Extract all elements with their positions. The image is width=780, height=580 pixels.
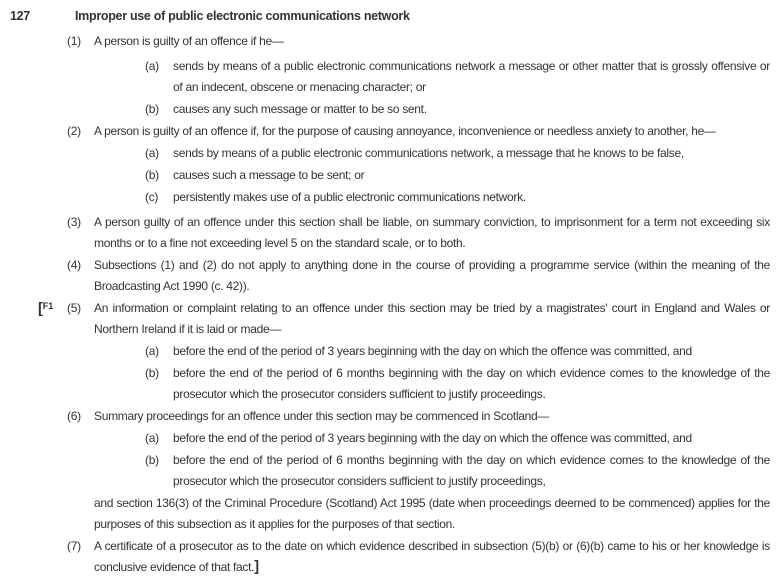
- paragraph-5a-letter: (a): [145, 344, 159, 358]
- subsection-5-number: [38, 298, 94, 340]
- subsection-3-text: A person guilty of an offence under this section shall be liable, on summary conviction, to imprisonment for a term not exceeding six months or to a fine not exceeding level 5 on the standard scale, or to both.: [94, 215, 770, 250]
- subsection-4-number: (4): [67, 258, 81, 272]
- amendment-close-bracket: ]: [254, 559, 259, 575]
- paragraph-2c: [145, 187, 770, 208]
- paragraph-6a-text: before the end of the period of 3 years beginning with the day on which the offence was committed, and: [173, 431, 692, 445]
- subsection-6-number: (6): [67, 409, 81, 423]
- paragraph-5b: [145, 363, 770, 405]
- section-heading-row: [10, 6, 770, 27]
- paragraph-5b-text: before the end of the period of 6 months beginning with the day on which evidence comes to the knowledge of the prosecutor which the prosecutor considers sufficient to justify proceedings.: [173, 366, 770, 401]
- subsection-1-number: (1): [67, 34, 81, 48]
- subsection-6: [67, 406, 770, 427]
- paragraph-5a: [145, 341, 770, 362]
- subsection-6-text: Summary proceedings for an offence under this section may be commenced in Scotland—: [94, 409, 550, 423]
- subsection-7-text: A certificate of a prosecutor as to the date on which evidence described in subsection (5)(b) or (6)(b) came to his or her knowledge is conclusive evidence of that fact.: [94, 539, 770, 574]
- paragraph-2a-text: sends by means of a public electronic communications network, a message that he knows to be false,: [173, 146, 684, 160]
- section-number: 127: [10, 9, 30, 23]
- paragraph-2c-letter: (c): [145, 190, 159, 204]
- subsection-2: [67, 121, 770, 142]
- paragraph-6b-text: before the end of the period of 6 months beginning with the day on which evidence comes to the knowledge of the prosecutor which the prosecutor considers sufficient to justify proceedings,: [173, 453, 770, 488]
- paragraph-2a-letter: (a): [145, 146, 159, 160]
- paragraph-1b-letter: (b): [145, 102, 159, 116]
- paragraph-2c-text: persistently makes use of a public electronic communications network.: [173, 190, 526, 204]
- amendment-f1-ref[interactable]: F1: [42, 301, 54, 311]
- subsection-7-body: [94, 536, 770, 578]
- subsection-7-number: (7): [67, 539, 81, 553]
- paragraph-1a: [145, 56, 770, 98]
- paragraph-2b-text: causes such a message to be sent; or: [173, 168, 365, 182]
- amendment-open-bracket: [: [38, 300, 43, 317]
- subsection-7: [67, 536, 770, 578]
- amendment-open-marker: [38, 298, 53, 321]
- subsection-1: [67, 31, 770, 52]
- paragraph-5a-text: before the end of the period of 3 years beginning with the day on which the offence was committed, and: [173, 344, 692, 358]
- subsection-4: [67, 255, 770, 297]
- paragraph-2b: [145, 165, 770, 186]
- subsection-5: [38, 298, 770, 340]
- subsection-2-text: A person is guilty of an offence if, for the purpose of causing annoyance, inconvenience or needless anxiety to another, he—: [94, 124, 716, 138]
- paragraph-1b: [145, 99, 770, 120]
- paragraph-2a: [145, 143, 770, 164]
- subsection-1-text: A person is guilty of an offence if he—: [94, 34, 284, 48]
- paragraph-2b-letter: (b): [145, 168, 159, 182]
- paragraph-6a-letter: (a): [145, 431, 159, 445]
- subsection-5-text: An information or complaint relating to an offence under this section may be tried by a magistrates' court in England and Wales or Northern Ireland if it is laid or made—: [94, 301, 770, 336]
- subsection-5-number-label: (5): [67, 301, 81, 315]
- paragraph-1a-letter: (a): [145, 59, 159, 73]
- paragraph-1b-text: causes any such message or matter to be so sent.: [173, 102, 427, 116]
- subsection-3-number: (3): [67, 215, 81, 229]
- paragraph-6b: [145, 450, 770, 492]
- paragraph-5b-letter: (b): [145, 366, 159, 380]
- paragraph-6b-letter: (b): [145, 453, 159, 467]
- subsection-2-number: (2): [67, 124, 81, 138]
- paragraph-6a: [145, 428, 770, 449]
- subsection-6-closing-text: and section 136(3) of the Criminal Procedure (Scotland) Act 1995 (date when proceedings deemed to be commenced) applies for the purposes of this subsection as it applies for the purposes of that section.: [94, 496, 770, 531]
- paragraph-1a-text: sends by means of a public electronic communications network a message or other matter that is grossly offensive or of an indecent, obscene or menacing character; or: [173, 59, 770, 94]
- subsection-4-text: Subsections (1) and (2) do not apply to anything done in the course of providing a programme service (within the meaning of the Broadcasting Act 1990 (c. 42)).: [94, 258, 770, 293]
- section-title: Improper use of public electronic communications network: [75, 9, 410, 23]
- subsection-3: [67, 212, 770, 254]
